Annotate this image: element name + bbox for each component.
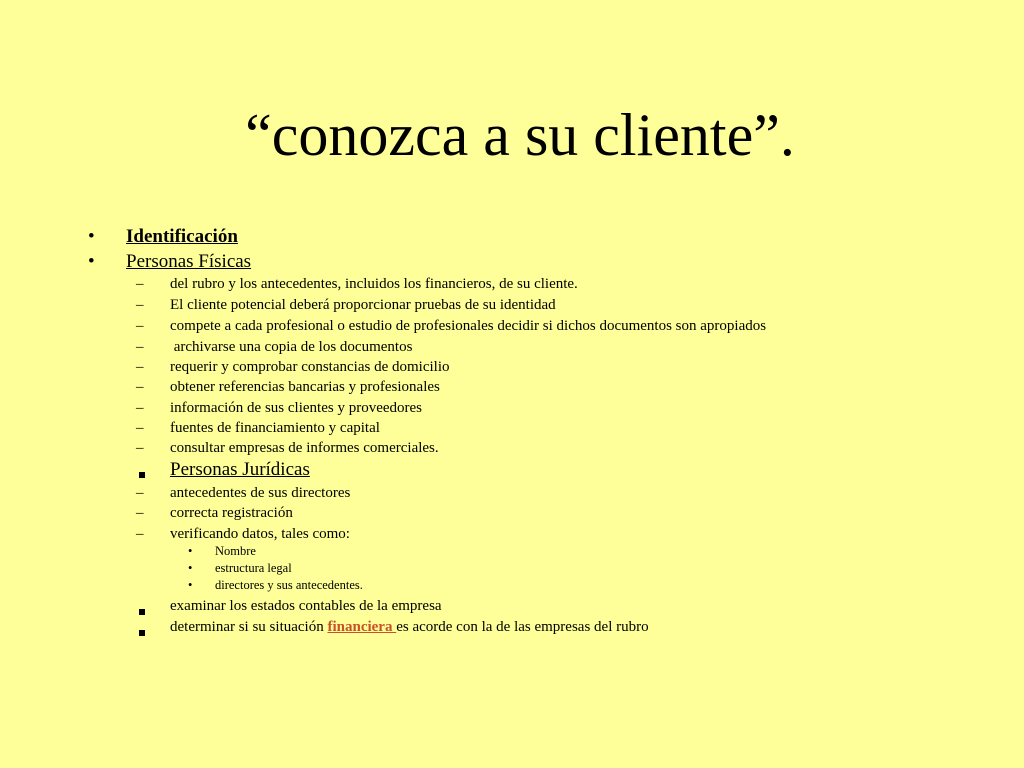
small-bullet-marker: • (188, 561, 193, 575)
bullet-marker: • (88, 251, 95, 272)
dash-marker: – (136, 400, 144, 416)
list-item: información de sus clientes y proveedores (170, 400, 423, 416)
heading-personas-fisicas: Personas Físicas (126, 251, 252, 272)
sub-list-item: estructura legal (215, 561, 292, 575)
list-item-determinar (170, 618, 649, 636)
list-item: requerir y comprobar constancias de domicilio (170, 359, 450, 375)
sub-list-item: directores y sus antecedentes. (215, 578, 363, 592)
list-item-examinar: examinar los estados contables de la empresa (170, 598, 442, 614)
dash-marker: – (136, 485, 144, 501)
dash-marker: – (136, 297, 144, 313)
list-item: correcta registración (170, 505, 293, 521)
square-bullet-icon (139, 465, 145, 483)
list-item: obtener referencias bancarias y profesionales (170, 379, 440, 395)
determinar-text-post: es acorde con la de las empresas del rubro (396, 619, 649, 635)
list-item: verificando datos, tales como: (170, 526, 350, 542)
list-item: compete a cada profesional o estudio de profesionales decidir si dichos documentos son apropiados (170, 318, 767, 334)
list-item: del rubro y los antecedentes, incluidos los financieros, de su cliente. (170, 276, 578, 292)
sub-list-item: Nombre (215, 544, 256, 558)
dash-marker: – (136, 276, 144, 292)
dash-marker: – (136, 339, 144, 355)
list-item: fuentes de financiamiento y capital (170, 420, 380, 436)
dash-marker: – (136, 440, 144, 456)
bullet-marker: • (88, 226, 95, 247)
small-bullet-marker: • (188, 578, 193, 592)
list-item: archivarse una copia de los documentos (170, 339, 413, 355)
dash-marker: – (136, 420, 144, 436)
slide-title: “conozca a su cliente”. (245, 102, 795, 168)
dash-marker: – (136, 318, 144, 334)
financiera-link[interactable]: financiera (327, 619, 397, 635)
small-bullet-marker: • (188, 544, 193, 558)
dash-marker: – (136, 526, 144, 542)
heading-personas-juridicas: Personas Jurídicas (170, 459, 310, 480)
list-item: consultar empresas de informes comerciales. (170, 440, 439, 456)
list-item: El cliente potencial deberá proporcionar pruebas de su identidad (170, 297, 556, 313)
determinar-text-pre: determinar si su situación (170, 619, 328, 635)
dash-marker: – (136, 359, 144, 375)
square-bullet-icon (139, 602, 145, 620)
dash-marker: – (136, 379, 144, 395)
dash-marker: – (136, 505, 144, 521)
heading-identificacion: Identificación (126, 226, 238, 247)
list-item: antecedentes de sus directores (170, 485, 351, 501)
square-bullet-icon (139, 623, 145, 641)
